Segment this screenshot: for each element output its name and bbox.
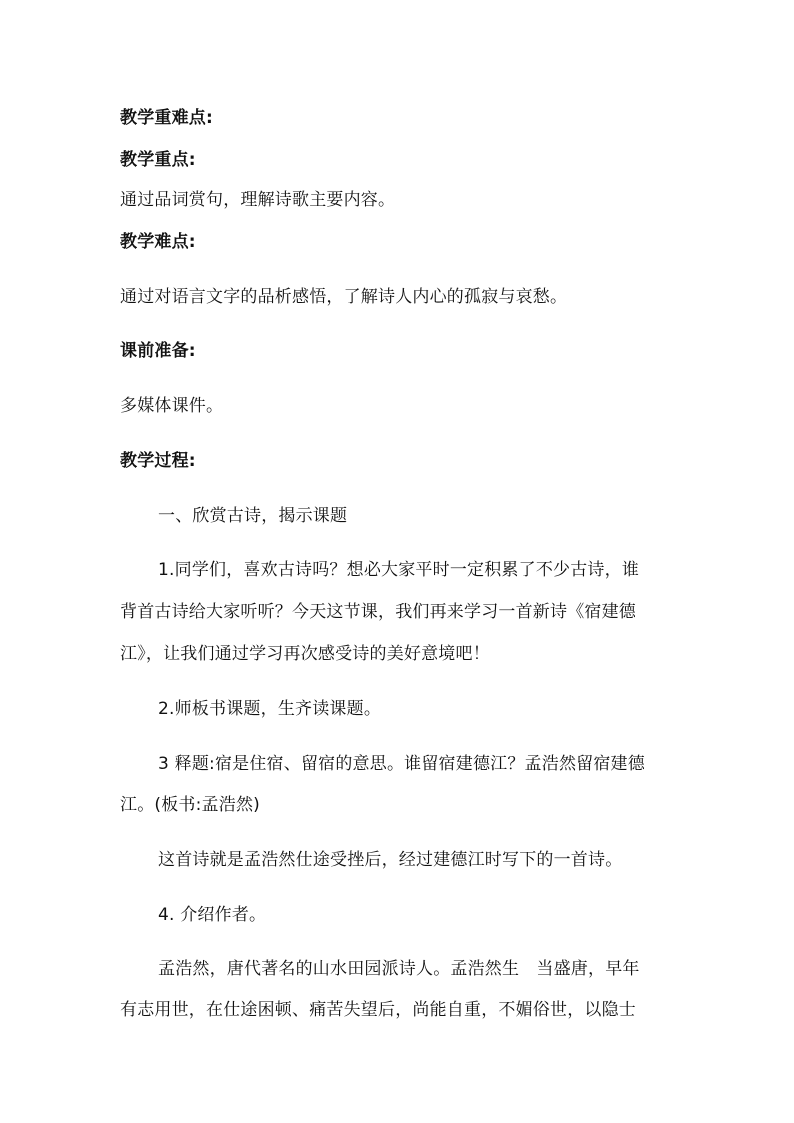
key-points-text: 通过品词赏句，理解诗歌主要内容。	[120, 190, 396, 210]
difficult-points-text: 通过对语言文字的品析感悟，了解诗人内心的孤寂与哀愁。	[120, 287, 568, 307]
item-1-line-3: 江》，让我们通过学习再次感受诗的美好意境吧！	[120, 644, 490, 664]
heading-process: 教学过程:	[120, 451, 196, 471]
item-3-line-2: 江。(板书:孟浩然)	[120, 795, 260, 815]
author-line-1: 孟浩然，唐代著名的山水田园派诗人。孟浩然生 当盛唐，早年	[158, 959, 640, 979]
section-1-title: 一、欣赏古诗，揭示课题	[158, 506, 348, 526]
heading-key-points: 教学重点:	[120, 150, 196, 170]
preparation-text: 多媒体课件。	[120, 396, 224, 416]
author-line-2: 有志用世，在仕途困顿、痛苦失望后，尚能自重，不媚俗世，以隐士	[120, 1000, 636, 1020]
heading-difficult-points: 教学难点:	[120, 232, 196, 252]
item-1-line-1: 1.同学们，喜欢古诗吗？想必大家平时一定积累了不少古诗，谁	[158, 560, 640, 580]
item-4: 4. 介绍作者。	[158, 905, 267, 925]
item-1-line-2: 背首古诗给大家听听？今天这节课，我们再来学习一首新诗《宿建德	[120, 602, 636, 622]
item-3-note: 这首诗就是孟浩然仕途受挫后，经过建德江时写下的一首诗。	[158, 850, 623, 870]
item-2: 2.师板书课题，生齐读课题。	[158, 699, 382, 719]
heading-key-difficult-points: 教学重难点:	[120, 108, 213, 128]
item-3-line-1: 3 释题:宿是住宿、留宿的意思。谁留宿建德江？孟浩然留宿建德	[158, 754, 645, 774]
heading-preparation: 课前准备:	[120, 341, 196, 361]
